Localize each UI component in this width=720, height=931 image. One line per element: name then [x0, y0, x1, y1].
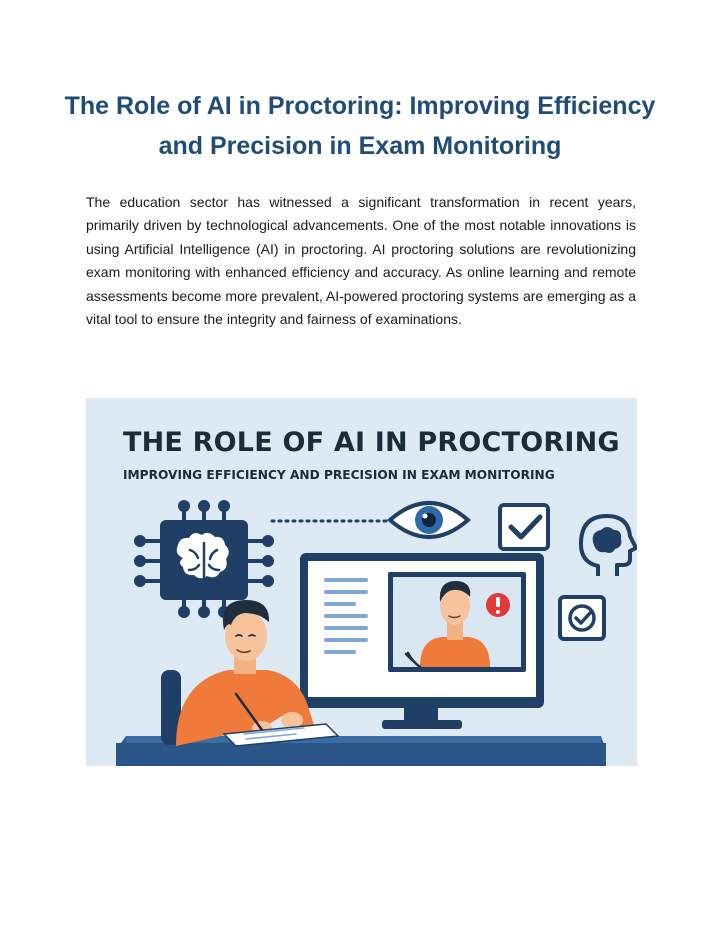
ai-chip-brain-icon [136, 502, 272, 616]
illustration-heading: THE ROLE OF AI IN PROCTORING [123, 427, 620, 458]
page-title: The Role of AI in Proctoring: Improving Efficiency and Precision in Exam Monitoring [64, 92, 656, 160]
badge-check-icon [560, 597, 604, 639]
checkbox-check-icon [500, 505, 548, 549]
student [176, 600, 318, 746]
eye-icon [390, 503, 468, 537]
head-profile-icon [581, 516, 636, 576]
illustration-subheading: IMPROVING EFFICIENCY AND PRECISION IN EXAM MONITORING [123, 468, 555, 482]
alert-icon [486, 593, 510, 617]
hero-illustration [86, 398, 637, 766]
intro-paragraph: The education sector has witnessed a significant transformation in recent years, primarily driven by technological advancements. One of the most notable innovations is using Artificial Intelligence (AI) in proctoring. AI proctoring solutions are revolutionizing exam monitoring with enhanced efficiency and accuracy. As online learning and remote assessments become more prevalent, AI-powered proctoring systems are emerging as a vital tool to ensure the integrity and fairness of examinations. [86, 194, 636, 328]
video-feed [388, 572, 526, 672]
